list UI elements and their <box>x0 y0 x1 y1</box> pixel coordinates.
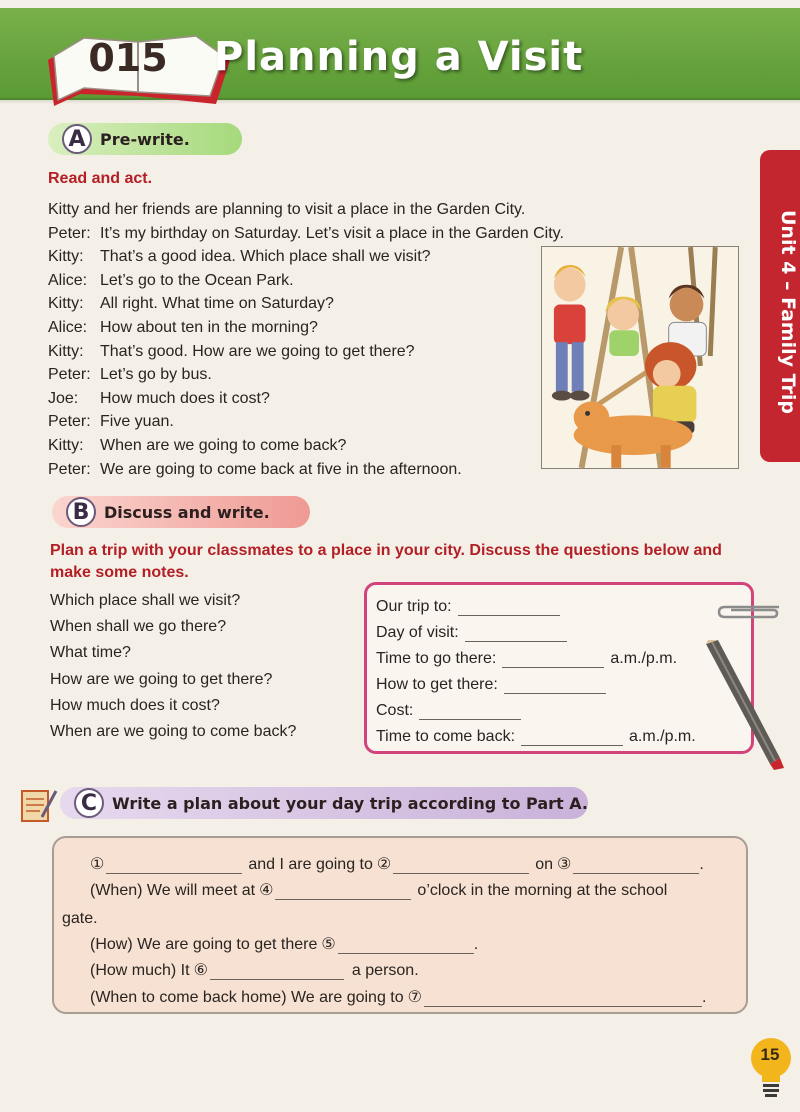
section-b-instruction: Plan a trip with your classmates to a place in your city. Discuss the questions below and make some notes. <box>50 542 722 581</box>
text-how: (How) We are going to get there <box>90 936 318 953</box>
speaker: Peter: <box>48 366 91 384</box>
note-day-of-visit <box>376 616 567 642</box>
section-a-letter: A <box>62 124 92 154</box>
dialogue-line <box>48 410 608 434</box>
note-how-to-get <box>376 668 606 694</box>
speaker: Alice: <box>48 318 88 336</box>
number-3: ③ <box>557 856 572 873</box>
dialogue-line <box>48 245 608 269</box>
note-label: Cost: <box>376 702 414 719</box>
blank-7[interactable] <box>424 989 702 1007</box>
dialogue <box>48 198 608 481</box>
dialogue-line <box>48 269 608 293</box>
plan-line-3 <box>62 904 98 928</box>
note-time-to-go <box>376 642 677 668</box>
note-cost <box>376 694 521 720</box>
note-label: Time to go there: <box>376 650 497 667</box>
plan-line-1 <box>90 850 704 874</box>
pencil-icon <box>700 640 790 770</box>
question-list <box>50 588 350 745</box>
question-item: When are we going to come back? <box>50 723 297 741</box>
line: It’s my birthday on Saturday. Let’s visit a place in the Garden City. <box>100 224 564 242</box>
number-2: ② <box>376 856 392 873</box>
section-c-heading <box>60 787 588 819</box>
blank-day-of-visit[interactable] <box>465 624 567 642</box>
question-item: When shall we go there? <box>50 618 227 636</box>
blank-time-to-come-back[interactable] <box>521 728 623 746</box>
plan-line-2 <box>90 876 667 900</box>
section-b-label: Discuss and write. <box>104 502 270 522</box>
dialogue-line <box>48 458 608 482</box>
plan-line-4 <box>90 930 478 954</box>
line: We are going to come back at five in the afternoon. <box>100 460 462 478</box>
section-b-heading <box>52 496 310 528</box>
blank-2[interactable] <box>393 856 529 874</box>
section-b-letter: B <box>66 497 96 527</box>
note-label: Day of visit: <box>376 624 459 641</box>
section-a-label: Pre-write. <box>100 129 190 149</box>
blank-3[interactable] <box>573 856 699 874</box>
text-dot: . <box>473 936 479 953</box>
text-dot: . <box>701 989 707 1006</box>
plan-line-6 <box>90 983 706 1007</box>
blank-1[interactable] <box>106 856 242 874</box>
unit-side-tab-label: Unit 4 – Family Trip <box>777 210 799 414</box>
note-label: How to get there: <box>376 676 498 693</box>
number-6: ⑥ <box>193 962 208 979</box>
text-come-back: (When to come back home) We are going to <box>90 989 404 1006</box>
note-label: Our trip to: <box>376 598 452 615</box>
question-item: What time? <box>50 644 131 662</box>
paper-clip-icon <box>717 603 787 621</box>
question-item: Which place shall we visit? <box>50 592 241 609</box>
number-7: ⑦ <box>407 989 422 1006</box>
children-playground-illustration <box>541 246 739 469</box>
line: That’s a good idea. Which place shall we visit? <box>100 248 431 266</box>
section-a-instruction: Read and act. <box>48 170 153 187</box>
blank-cost[interactable] <box>419 702 521 720</box>
text-oclock: o’clock in the morning at the school <box>417 882 668 899</box>
section-c-letter: C <box>74 788 104 818</box>
text-on: on <box>535 856 554 873</box>
blank-trip-to[interactable] <box>458 598 560 616</box>
text-gate: gate. <box>62 910 98 927</box>
question-item: How are we going to get there? <box>50 670 273 688</box>
speaker: Joe: <box>48 389 79 407</box>
question-item: How much does it cost? <box>50 696 220 714</box>
note-label: Time to come back: <box>376 728 516 745</box>
speaker: Kitty: <box>48 295 84 313</box>
blank-5[interactable] <box>338 936 474 954</box>
number-4: ④ <box>259 882 274 899</box>
speaker: Peter: <box>48 413 91 431</box>
blank-6[interactable] <box>210 962 344 980</box>
dialogue-line <box>48 222 608 246</box>
speaker: Alice: <box>48 271 88 289</box>
blank-4[interactable] <box>275 882 411 900</box>
ampm-label: a.m./p.m. <box>629 728 696 745</box>
speaker: Peter: <box>48 460 91 478</box>
dialogue-line <box>48 434 608 458</box>
blank-time-to-go[interactable] <box>502 650 604 668</box>
note-time-to-come-back <box>376 720 696 746</box>
section-c-label: Write a plan about your day trip according to Part A. <box>112 793 588 813</box>
speaker: Kitty: <box>48 342 84 360</box>
line: That’s good. How are we going to get there? <box>100 342 415 360</box>
line: How about ten in the morning? <box>100 318 318 336</box>
number-1: ① <box>90 856 105 873</box>
line: Let’s go by bus. <box>100 366 212 384</box>
text-a-person: a person. <box>351 962 419 979</box>
text-and-i: and I are going to <box>248 856 373 873</box>
speaker: Kitty: <box>48 248 84 266</box>
text-dot: . <box>699 856 704 873</box>
section-a-heading <box>48 123 242 155</box>
ampm-label: a.m./p.m. <box>610 650 678 667</box>
text-how-much: (How much) It <box>90 962 190 979</box>
plan-line-5 <box>90 956 419 980</box>
text-when-meet: (When) We will meet at <box>90 882 256 899</box>
page-title: Planning a Visit <box>214 34 584 80</box>
line: All right. What time on Saturday? <box>100 295 334 313</box>
line: How much does it cost? <box>100 389 270 407</box>
dialogue-line <box>48 292 608 316</box>
line: When are we going to come back? <box>100 436 347 454</box>
writing-paper-icon <box>20 787 58 823</box>
speaker: Peter: <box>48 224 91 242</box>
dialogue-line <box>48 316 608 340</box>
lesson-number: 015 <box>88 36 168 80</box>
dialogue-line <box>48 363 608 387</box>
line: Five yuan. <box>100 413 174 431</box>
line: Let’s go to the Ocean Park. <box>100 271 294 289</box>
speaker: Kitty: <box>48 436 84 454</box>
dialogue-line <box>48 387 608 411</box>
page-number: 15 <box>760 1045 780 1064</box>
blank-how-to-get[interactable] <box>504 676 606 694</box>
number-5: ⑤ <box>321 936 336 953</box>
dialogue-intro: Kitty and her friends are planning to visit a place in the Garden City. <box>48 201 526 218</box>
note-trip-to <box>376 590 560 616</box>
dialogue-line <box>48 340 608 364</box>
